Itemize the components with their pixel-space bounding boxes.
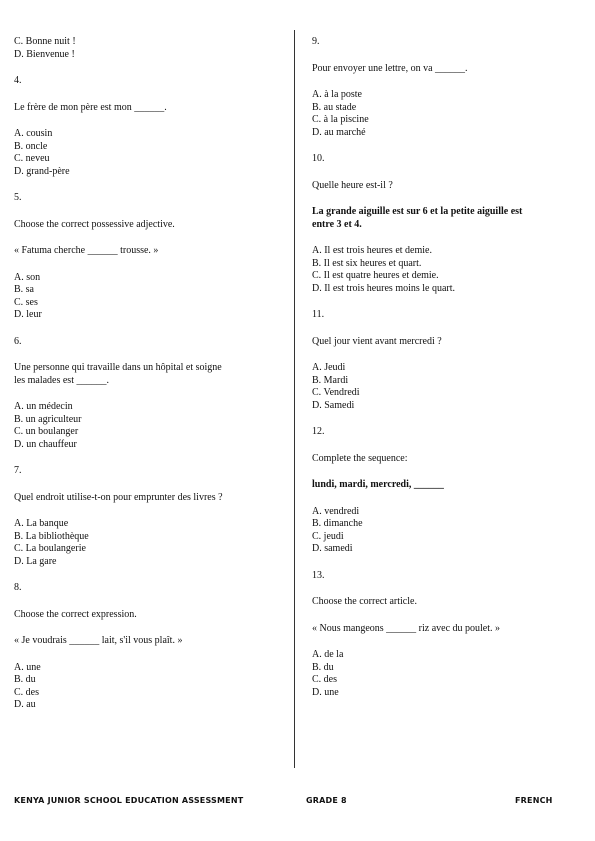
- option-d: D. un chauffeur: [14, 438, 77, 450]
- option-a: A. vendredi: [312, 505, 360, 517]
- question-8: [14, 582, 276, 712]
- option-a: A. cousin: [14, 128, 53, 139]
- question-instruction: Choose the correct article.: [312, 596, 417, 607]
- option-a: A. Jeudi: [312, 362, 346, 373]
- question-11: [312, 309, 574, 412]
- question-prompt: Le frère de mon père est mon ______.: [14, 101, 167, 113]
- question-statement-line-2: entre 3 et 4.: [312, 218, 362, 230]
- option-b: B. La bibliothèque: [14, 530, 89, 542]
- question-number: 7.: [14, 465, 22, 476]
- question-number: 4.: [14, 75, 22, 86]
- question-prompt: Quelle heure est-il ?: [312, 179, 393, 191]
- question-number: 10.: [312, 153, 325, 164]
- option-c: C. Vendredi: [312, 387, 360, 398]
- option-b: B. du: [14, 674, 36, 685]
- option-c: C. des: [312, 674, 337, 685]
- question-4: [14, 75, 276, 178]
- question-number: 5.: [14, 192, 22, 203]
- question-sentence: « Nous mangeons ______ riz avec du poulet. »: [312, 622, 501, 634]
- question-number: 13.: [312, 569, 325, 581]
- question-number: 8.: [14, 582, 22, 593]
- question-3-tail: [14, 36, 276, 61]
- footer-subject: FRENCH: [515, 796, 553, 805]
- question-prompt: Quel endroit utilise-t-on pour emprunter des livres ?: [14, 491, 223, 503]
- question-instruction: Complete the sequence:: [312, 452, 408, 464]
- option-b: B. dimanche: [312, 518, 363, 529]
- option-d: D. leur: [14, 309, 42, 320]
- option-b: B. du: [312, 661, 334, 673]
- option-c: C. neveu: [14, 153, 50, 164]
- option-d: D. Samedi: [312, 399, 355, 411]
- question-sentence: « Fatuma cherche ______ trousse. »: [14, 245, 159, 256]
- question-7: [14, 465, 276, 568]
- option-a: A. une: [14, 661, 41, 673]
- question-5: [14, 192, 276, 322]
- option-d: D. grand-père: [14, 165, 70, 177]
- option-a: A. à la poste: [312, 89, 362, 100]
- option-b: B. sa: [14, 284, 34, 295]
- option-c: C. un boulanger: [14, 426, 79, 437]
- question-sequence: lundi, mardi, mercredi, ______: [312, 479, 444, 490]
- question-6: [14, 336, 276, 452]
- option-d: D. au marché: [312, 126, 366, 138]
- option-d: D. au: [14, 699, 36, 710]
- option-c: C. à la piscine: [312, 114, 369, 125]
- option-c: C. jeudi: [312, 530, 344, 542]
- question-prompt: Pour envoyer une lettre, on va ______.: [312, 62, 468, 74]
- option-a: A. Il est trois heures et demie.: [312, 245, 432, 256]
- question-number: 6.: [14, 335, 22, 347]
- option-c: C. La boulangerie: [14, 543, 86, 554]
- question-instruction: Choose the correct expression.: [14, 608, 137, 620]
- question-number: 11.: [312, 309, 325, 320]
- option-b: B. Mardi: [312, 374, 349, 386]
- option-c: C. ses: [14, 296, 38, 308]
- question-number: 12.: [312, 426, 325, 437]
- question-prompt: Quel jour vient avant mercredi ?: [312, 335, 442, 347]
- question-9: [312, 36, 574, 139]
- option-d: D. une: [312, 686, 339, 698]
- question-prompt-line-1: Une personne qui travaille dans un hôpital et soigne: [14, 362, 222, 373]
- question-sentence: « Je voudrais ______ lait, s'il vous plaît. »: [14, 635, 183, 646]
- option-d: D. samedi: [312, 543, 353, 554]
- footer-grade: GRADE 8: [306, 796, 347, 805]
- option-c: C. Bonne nuit !: [14, 36, 76, 47]
- option-a: A. un médecin: [14, 401, 73, 412]
- option-d: D. Bienvenue !: [14, 48, 75, 60]
- option-a: A. La banque: [14, 518, 69, 529]
- question-prompt-line-2: les malades est ______.: [14, 374, 109, 386]
- option-a: A. son: [14, 271, 41, 283]
- page-footer: [0, 795, 595, 809]
- option-c: C. Il est quatre heures et demie.: [312, 270, 439, 281]
- question-statement-line-1: La grande aiguille est sur 6 et la petite aiguille est: [312, 206, 523, 217]
- footer-exam-name: KENYA JUNIOR SCHOOL EDUCATION ASSESSMENT: [14, 796, 244, 805]
- question-13: [312, 570, 574, 700]
- option-b: B. au stade: [312, 101, 357, 113]
- option-a: A. de la: [312, 649, 344, 660]
- option-d: D. La gare: [14, 555, 57, 567]
- option-b: B. oncle: [14, 140, 48, 152]
- option-d: D. Il est trois heures moins le quart.: [312, 282, 456, 294]
- option-b: B. un agriculteur: [14, 413, 82, 425]
- option-b: B. Il est six heures et quart.: [312, 257, 422, 269]
- left-column: [14, 36, 276, 712]
- question-12: [312, 426, 574, 556]
- column-divider: [294, 30, 295, 768]
- right-column: [312, 36, 574, 699]
- question-10: [312, 153, 574, 295]
- question-instruction: Choose the correct possessive adjective.: [14, 218, 175, 230]
- option-c: C. des: [14, 686, 39, 698]
- question-number: 9.: [312, 36, 320, 47]
